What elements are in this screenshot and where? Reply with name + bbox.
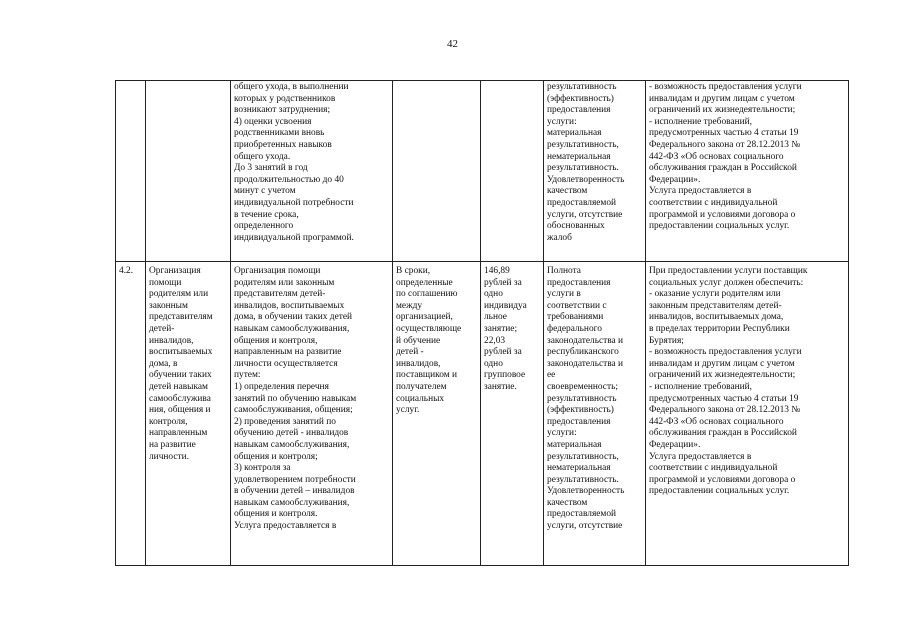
text-line: занятие.: [484, 381, 517, 392]
text-line: Федерации».: [649, 174, 701, 185]
text-line: В сроки,: [396, 266, 431, 276]
text-line: материальная: [547, 128, 602, 139]
text-line: программой и условиями договора о: [649, 209, 796, 220]
text-line: - возможность предоставления услуги: [649, 82, 802, 92]
text-line: законодательства и: [547, 335, 624, 346]
text-line: общего ухода.: [234, 151, 291, 162]
text-line: получателем: [396, 381, 447, 392]
text-line: 1) определения перечня: [234, 381, 329, 392]
text-line: результативность.: [547, 474, 619, 485]
text-line: направленным на развитие: [234, 347, 342, 358]
text-line: личности.: [149, 451, 189, 462]
text-line: ее: [547, 370, 556, 381]
text-line: Услуга предоставляется в: [649, 451, 752, 462]
text-line: Федерального закона от 28.12.2013 №: [649, 405, 801, 416]
text-line: приобретенных навыков: [234, 139, 332, 150]
cell-description: [231, 81, 393, 262]
text-line: инвалидов, воспитываемых дома,: [649, 312, 784, 323]
text-line: которых у родственников: [234, 93, 336, 104]
text-line: социальных: [396, 393, 445, 404]
cell-conditions: [646, 81, 849, 262]
text-line: результативность,: [547, 139, 619, 150]
text-line: ограничений их жизнедеятельности;: [649, 370, 796, 381]
text-line: программой и условиями договора о: [649, 474, 796, 485]
text-line: (эффективность): [547, 405, 614, 416]
text-line: соответствии с индивидуальной: [649, 463, 778, 474]
text-line: предоставлении социальных услуг.: [649, 486, 790, 497]
text-line: республиканского: [547, 347, 619, 358]
text-line: предоставляемой: [547, 197, 617, 208]
text-line: услуги:: [547, 428, 577, 439]
text-line: результативность.: [547, 163, 619, 174]
text-line: детей навыкам: [149, 381, 208, 392]
text-line: 442-ФЗ «Об основах социального: [649, 416, 784, 427]
cell-price: [481, 262, 544, 566]
text-line: Организация помощи: [234, 266, 321, 276]
cell-indicators: [544, 81, 646, 262]
text-line: дома, в обучении таких детей: [234, 312, 353, 323]
table-row: [116, 262, 849, 566]
text-line: своевременность;: [547, 381, 618, 392]
cell-number: [116, 81, 146, 262]
text-line: по соглашению: [396, 289, 458, 300]
text-line: федерального: [547, 323, 602, 334]
text-line: осуществляюще: [396, 323, 462, 334]
text-line: Полнота: [547, 266, 581, 276]
text-line: предоставления: [547, 277, 611, 288]
text-line: 4) оценки усвоения: [234, 116, 312, 127]
text-line: качеством: [547, 186, 588, 197]
text-line: ограничений их жизнедеятельности;: [649, 105, 796, 116]
cell-terms: [393, 81, 481, 262]
text-line: индивидуальной потребности: [234, 197, 354, 208]
text-line: требованиями: [547, 312, 604, 323]
text-line: - оказание услуги родителям или: [649, 289, 781, 300]
text-line: соответствии с индивидуальной: [649, 197, 778, 208]
text-line: 22,03: [484, 335, 506, 346]
text-line: материальная: [547, 439, 602, 450]
text-line: Удовлетворенность: [547, 174, 625, 185]
cell-conditions: [646, 262, 849, 566]
text-line: Услуга предоставляется в: [234, 521, 337, 532]
text-line: нематериальная: [547, 151, 611, 162]
text-line: инвалидам и другим лицам с учетом: [649, 358, 795, 369]
text-line: - исполнение требований,: [649, 381, 752, 392]
text-line: рублей за: [484, 347, 522, 358]
text-line: представителям: [149, 312, 213, 323]
text-line: навыкам самообслуживания,: [234, 323, 350, 334]
text-line: инвалидов, воспитываемых: [234, 300, 345, 311]
text-line: (эффективность): [547, 93, 614, 104]
text-line: Федерального закона от 28.12.2013 №: [649, 139, 801, 150]
text-line: законодательства и: [547, 358, 624, 369]
text-line: Организация: [149, 266, 201, 276]
text-line: 2) проведения занятий по: [234, 416, 336, 427]
text-line: общего ухода, в выполнении: [234, 82, 349, 92]
text-line: индивидуальной программой.: [234, 232, 354, 243]
text-line: навыкам самообслуживания,: [234, 497, 350, 508]
text-line: определенные: [396, 277, 453, 288]
text-line: социальных услуг должен обеспечить:: [649, 277, 804, 288]
text-line: общения и контроля;: [234, 451, 318, 462]
text-line: 3) контроля за: [234, 463, 291, 474]
text-line: между: [396, 300, 423, 311]
text-line: родственниками вновь: [234, 128, 325, 139]
text-line: индивидуа: [484, 300, 527, 311]
text-line: детей-: [149, 323, 175, 334]
text-line: й обучение: [396, 335, 441, 346]
text-line: родителям или: [149, 289, 209, 300]
text-line: самообслуживания, общения;: [234, 405, 353, 416]
cell-service-name: [146, 262, 231, 566]
text-line: услуги, отсутствие: [547, 521, 623, 532]
text-line: поставщиком и: [396, 370, 458, 381]
text-line: рублей за: [484, 277, 522, 288]
text-line: предусмотренных частью 4 статьи 19: [649, 128, 799, 139]
text-line: обслуживания граждан в Российской: [649, 428, 797, 439]
text-line: общения и контроля.: [234, 509, 318, 520]
text-line: результативность: [547, 82, 617, 92]
text-line: в обучении детей – инвалидов: [234, 486, 355, 497]
text-line: 146,89: [484, 266, 510, 276]
text-line: личности осуществляется: [234, 358, 338, 369]
text-line: 4.2.: [119, 266, 134, 276]
text-line: инвалидам и другим лицам с учетом: [649, 93, 795, 104]
text-line: услуги в: [547, 289, 581, 300]
table-row: [116, 81, 849, 262]
text-line: навыкам самообслуживания,: [234, 439, 350, 450]
text-line: определенного: [234, 221, 294, 232]
text-line: в пределах территории Республики: [649, 323, 790, 334]
text-line: услуги:: [547, 116, 577, 127]
text-line: При предоставлении услуги поставщик: [649, 266, 808, 276]
text-line: путем:: [234, 370, 261, 381]
text-line: результативность: [547, 393, 617, 404]
text-line: льное: [484, 312, 507, 323]
cell-price: [481, 81, 544, 262]
text-line: обучении таких: [149, 370, 212, 381]
text-line: 442-ФЗ «Об основах социального: [649, 151, 784, 162]
text-line: направленным: [149, 428, 208, 439]
text-line: результативность,: [547, 451, 619, 462]
text-line: предоставляемой: [547, 509, 617, 520]
services-table: [115, 80, 849, 566]
text-line: услуг.: [396, 405, 420, 416]
text-line: групповое: [484, 370, 526, 381]
text-line: Федерации».: [649, 439, 701, 450]
text-line: детей -: [396, 347, 424, 358]
text-line: законным представителям детей-: [649, 300, 782, 311]
text-line: инвалидов,: [149, 335, 194, 346]
text-line: одно: [484, 358, 503, 369]
cell-indicators: [544, 262, 646, 566]
text-line: До 3 занятий в год: [234, 163, 308, 174]
text-line: удовлетворением потребности: [234, 474, 356, 485]
text-line: обоснованных: [547, 221, 605, 232]
text-line: на развитие: [149, 439, 196, 450]
text-line: предоставления: [547, 416, 611, 427]
cell-terms: [393, 262, 481, 566]
text-line: соответствии с: [547, 300, 607, 311]
text-line: ния, общения и: [149, 405, 211, 416]
cell-number: [116, 262, 146, 566]
text-line: представителям детей-: [234, 289, 326, 300]
text-line: контроля,: [149, 416, 188, 427]
text-line: услуги, отсутствие: [547, 209, 623, 220]
text-line: - исполнение требований,: [649, 116, 752, 127]
text-line: Бурятия;: [649, 335, 684, 346]
cell-description: [231, 262, 393, 566]
text-line: предоставления: [547, 105, 611, 116]
text-line: возникают затруднения;: [234, 105, 331, 116]
text-line: продолжительностью до 40: [234, 174, 344, 185]
text-line: Удовлетворенность: [547, 486, 625, 497]
text-line: инвалидов,: [396, 358, 441, 369]
text-line: минут с учетом: [234, 186, 296, 197]
page-number: 42: [447, 38, 458, 50]
text-line: самообслужива: [149, 393, 211, 404]
text-line: помощи: [149, 277, 182, 288]
cell-service-name: [146, 81, 231, 262]
text-line: нематериальная: [547, 463, 611, 474]
text-line: Услуга предоставляется в: [649, 186, 752, 197]
text-line: в течение срока,: [234, 209, 299, 220]
text-line: занятие;: [484, 323, 518, 334]
text-line: предусмотренных частью 4 статьи 19: [649, 393, 799, 404]
text-line: занятий по обучению навыкам: [234, 393, 357, 404]
text-line: жалоб: [547, 232, 572, 243]
text-line: предоставлении социальных услуг.: [649, 221, 790, 232]
text-line: - возможность предоставления услуги: [649, 347, 802, 358]
text-line: воспитываемых: [149, 347, 213, 358]
text-line: дома, в: [149, 358, 178, 369]
text-line: одно: [484, 289, 503, 300]
text-line: родителям или законным: [234, 277, 335, 288]
text-line: качеством: [547, 497, 588, 508]
text-line: организацией,: [396, 312, 453, 323]
text-line: обслуживания граждан в Российской: [649, 163, 797, 174]
text-line: обучению детей - инвалидов: [234, 428, 349, 439]
text-line: общения и контроля,: [234, 335, 318, 346]
text-line: законным: [149, 300, 188, 311]
